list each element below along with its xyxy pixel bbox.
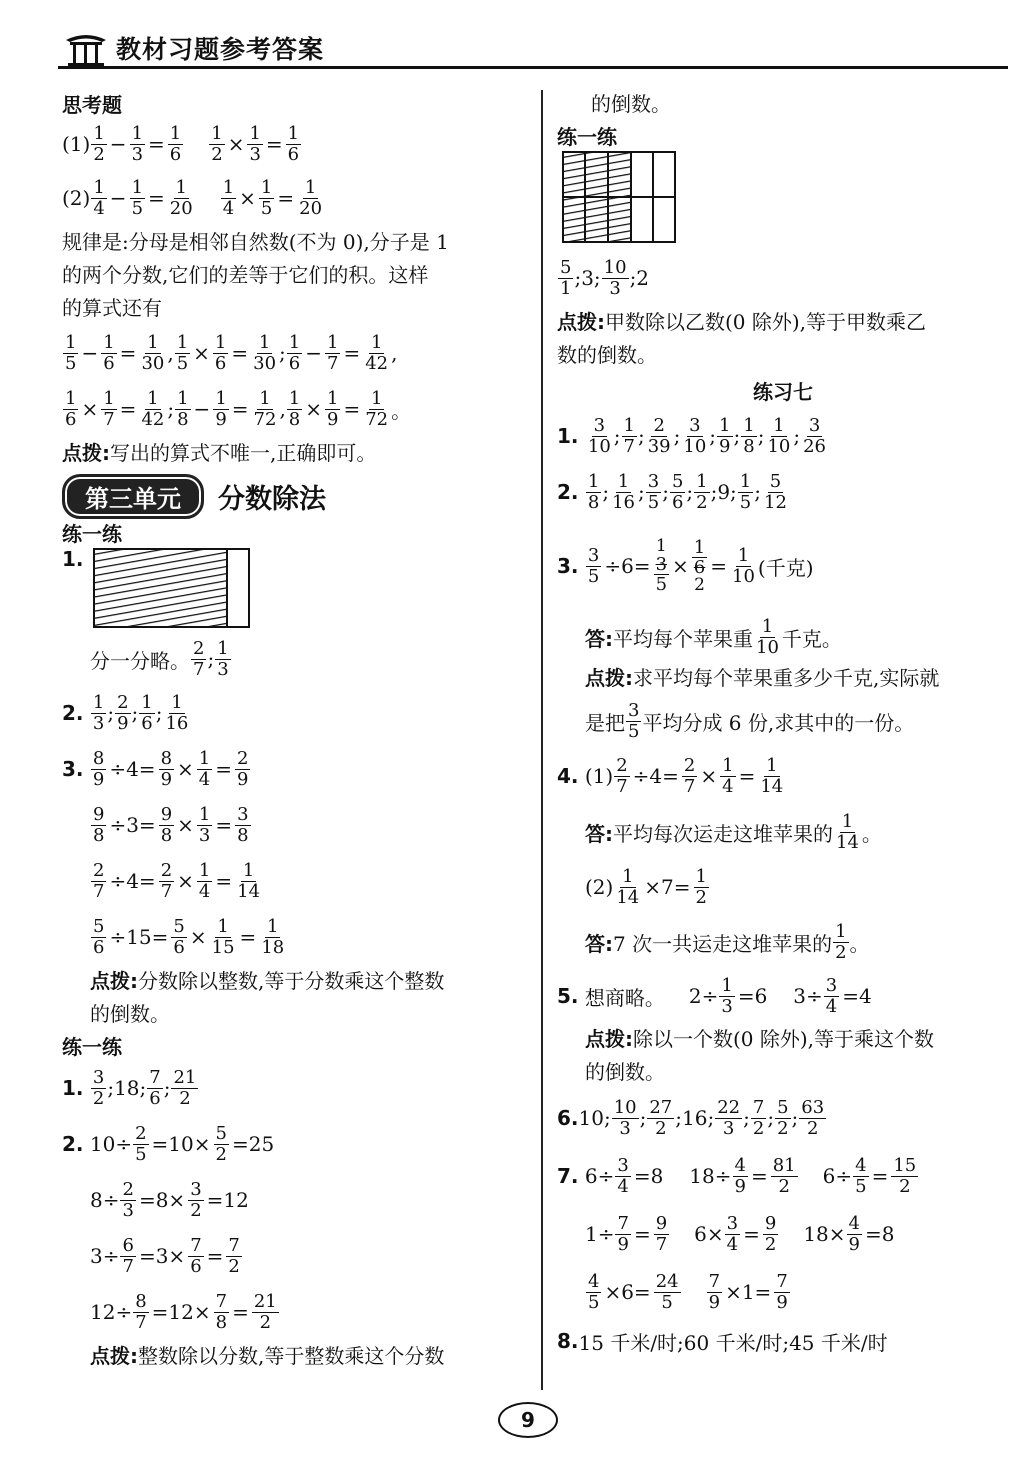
r2-row-1: 2. 10÷ $\frac{2}{5}$ =10× $\frac{5}{2}$ =25: [62, 1123, 275, 1165]
column-divider: [541, 90, 543, 1390]
tip-2-line-1: 点拨:分数除以整数,等于分数乘这个整数: [90, 969, 445, 993]
e4-answer-1: 答: 平均每次运走这堆苹果的 $\frac{1}{14}$ 。: [585, 811, 882, 853]
grid-answer: $\frac{5}{1}$ ;3; $\frac{10}{3}$ ;2: [560, 257, 650, 299]
exercise-7-title: 练习七: [753, 379, 813, 404]
e3-answer: 答: 平均每个苹果重 $\frac{1}{10}$ 千克。: [585, 616, 842, 658]
e7-row-2: 1÷ $\frac{7}{9}$ = $\frac{9}{7}$ 6× $\frac{3}{4}$ = $\frac{9}{2}$ 18× $\frac{4}{9}$ =8: [585, 1213, 895, 1255]
grid-figure-row: [557, 150, 1009, 250]
q3-row-2: $\frac{9}{8}$ ÷3= $\frac{9}{8}$ × $\frac{1}{3}$ = $\frac{3}{8}$: [93, 804, 249, 846]
page-header: [58, 26, 1008, 72]
e7-row-3: $\frac{4}{5}$ ×6= $\frac{24}{5}$ $\frac{7}{9}$ ×1= $\frac{7}{9}$: [588, 1271, 788, 1313]
r2-row-4: 12÷ $\frac{8}{7}$ =12× $\frac{7}{8}$ = $\frac{21}{2}$: [90, 1291, 277, 1333]
tip-3: 点拨:整数除以分数,等于整数乘这个分数: [90, 1344, 445, 1368]
right-top-text: 的倒数。: [591, 92, 671, 116]
rule-text-1: 规律是:分母是相邻自然数(不为 0),分子是 1: [62, 230, 449, 254]
grid-figure: [561, 150, 681, 246]
e3-tip-2: 是把 $\frac{3}{5}$ 平均分成 6 份,求其中的一份。: [585, 700, 915, 742]
pavilion-logo-icon: [64, 30, 108, 66]
e5-tip-2: 的倒数。: [585, 1060, 665, 1084]
right-column: [557, 88, 1009, 1361]
q3-row-1: 3. $\frac{8}{9}$ ÷4= $\frac{8}{9}$ × $\frac{1}{4}$ = $\frac{2}{9}$: [62, 748, 249, 790]
left-column: [62, 88, 532, 1373]
practice-1-title: 练一练: [62, 522, 122, 546]
e4-answer-2: 答: 7 次一共运走这堆苹果的 $\frac{1}{2}$ 。: [585, 921, 870, 963]
r2-row-3: 3÷ $\frac{6}{7}$ =3× $\frac{7}{6}$ = $\frac{7}{2}$: [90, 1235, 240, 1277]
unit-badge: 第三单元: [62, 474, 204, 519]
right-tip-1: 点拨:甲数除以乙数(0 除外),等于甲数乘乙: [557, 310, 927, 334]
q1-row: 1.: [62, 547, 532, 633]
q3-row-3: $\frac{2}{7}$ ÷4= $\frac{2}{7}$ × $\frac{1}{4}$ = $\frac{1}{14}$: [93, 860, 261, 902]
formula-line-1: $\frac{1}{5}$ − $\frac{1}{6}$ = $\frac{1}{30}$ , $\frac{1}{5}$ × $\frac{1}{6}$ = $\frac{1}{30}$ ; $\frac{1}{6}$ − $\frac{1}{7}$ = $\frac{1}{42}$ ,: [65, 332, 398, 374]
q2-row: 2. $\frac{1}{3}$ ; $\frac{2}{9}$ ; $\frac{1}{6}$ ; $\frac{1}{16}$: [62, 692, 189, 734]
think-title: 思考题: [62, 92, 122, 117]
q3-row-4: $\frac{5}{6}$ ÷15= $\frac{5}{6}$ × $\frac{1}{15}$ = $\frac{1}{18}$: [93, 916, 285, 958]
r2-row-2: 8÷ $\frac{2}{3}$ =8× $\frac{3}{2}$ =12: [90, 1179, 249, 1221]
e1-row: 1. $\frac{3}{10}$ ; $\frac{1}{7}$ ; $\frac{2}{39}$ ; $\frac{3}{10}$ ; $\frac{1}{9}$ ; $\frac{1}{8}$ ; $\frac{1}{10}$ ; $\frac{3}{26}$: [557, 415, 827, 457]
e4-row-1: 4. (1) $\frac{2}{7}$ ÷4= $\frac{2}{7}$ × $\frac{1}{4}$ = $\frac{1}{14}$: [557, 755, 784, 797]
think-line-1: (1) $\frac{1}{2}$ − $\frac{1}{3}$ = $\frac{1}{6}$ $\frac{1}{2}$ × $\frac{1}{3}$ = $\frac{1}{6}$: [62, 123, 300, 165]
right-tip-2: 数的倒数。: [557, 343, 657, 367]
e7-row-1: 7. 6÷ $\frac{3}{4}$ =8 18÷ $\frac{4}{9}$ = $\frac{81}{2}$ 6÷ $\frac{4}{5}$ = $\frac{15}{2}$: [557, 1155, 917, 1197]
e5-row: 5. 想商略。 2÷ $\frac{1}{3}$ =6 3÷ $\frac{3}{4}$ =4: [557, 975, 872, 1017]
r1-row: 1. $\frac{3}{2}$ ;18; $\frac{7}{6}$ ; $\frac{21}{2}$: [62, 1067, 197, 1109]
e2-row: 2. $\frac{1}{8}$ ; $\frac{1}{16}$ ; $\frac{3}{5}$ ; $\frac{5}{6}$ ; $\frac{1}{2}$ ;9; $\frac{1}{5}$ ; $\frac{5}{12}$: [557, 471, 787, 513]
tip-1: 点拨:写出的算式不唯一,正确即可。: [62, 441, 377, 465]
unit-heading: [62, 474, 326, 518]
e4-row-2: (2) $\frac{1}{14}$ ×7= $\frac{1}{2}$: [585, 866, 707, 908]
e6-row: 6. 10; $\frac{10}{3}$ ; $\frac{27}{2}$ ;16; $\frac{22}{3}$ ; $\frac{7}{2}$ ; $\frac{5}{2}$ ; $\frac{63}{2}$: [557, 1097, 825, 1139]
think-line-2: (2) $\frac{1}{4}$ − $\frac{1}{5}$ = $\frac{1}{20}$ $\frac{1}{4}$ × $\frac{1}{5}$ = $\frac{1}{20}$: [62, 177, 323, 219]
right-practice-title: 练一练: [557, 125, 617, 149]
rule-text-2: 的两个分数,它们的差等于它们的积。这样: [62, 263, 429, 287]
header-rule: [58, 66, 1008, 69]
unit-name: 分数除法: [218, 483, 326, 515]
rule-text-3: 的算式还有: [62, 296, 162, 320]
page-number: 9: [488, 1400, 568, 1440]
formula-line-2: $\frac{1}{6}$ × $\frac{1}{7}$ = $\frac{1}{42}$ ; $\frac{1}{8}$ − $\frac{1}{9}$ = $\frac{1}{72}$ , $\frac{1}{8}$ × $\frac{1}{9}$ = $\frac{1}{72}$ 。: [65, 388, 412, 430]
e3-tip-1: 点拨:求平均每个苹果重多少千克,实际就: [585, 666, 940, 690]
tip-2-line-2: 的倒数。: [90, 1002, 170, 1026]
q1-bar-figure: [92, 547, 252, 629]
e3-row: 3. $\frac{3}{5}$ ÷6= 1 $\frac{3}{5}$ × $\frac{1}{6}$ 2 = $\frac{1}{10}$ (千克): [557, 535, 814, 596]
e5-tip-1: 点拨:除以一个数(0 除外),等于乘这个数: [585, 1027, 935, 1051]
q1-answer: 分一分略。 $\frac{2}{7}$ ; $\frac{1}{3}$: [90, 638, 229, 680]
header-title: 教材习题参考答案: [116, 35, 325, 64]
practice-2-title: 练一练: [62, 1035, 122, 1059]
e8-row: 8. 15 千米/时;60 千米/时;45 千米/时: [557, 1329, 888, 1355]
